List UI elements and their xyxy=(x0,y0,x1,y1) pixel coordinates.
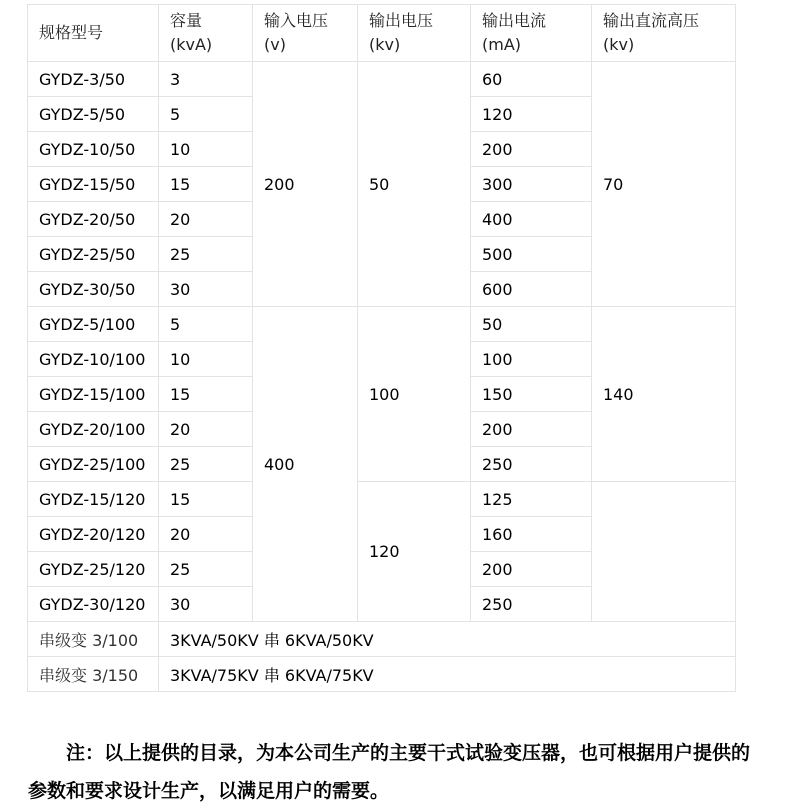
header-row xyxy=(28,5,736,62)
output-voltage-cell: 50 xyxy=(358,62,471,307)
header-output-voltage: 输出电压 (kv) xyxy=(358,5,471,62)
model-cell: GYDZ-30/50 xyxy=(28,272,159,307)
header-dc-high-voltage: 输出直流高压 (kv) xyxy=(592,5,736,62)
output-current-cell: 300 xyxy=(471,167,592,202)
capacity-cell: 10 xyxy=(159,342,253,377)
cascade-desc-cell: 3KVA/75KV 串 6KVA/75KV xyxy=(159,657,736,692)
capacity-cell: 30 xyxy=(159,587,253,622)
capacity-cell: 20 xyxy=(159,412,253,447)
model-cell: GYDZ-10/100 xyxy=(28,342,159,377)
header-input-voltage: 输入电压 (v) xyxy=(253,5,358,62)
output-current-cell: 250 xyxy=(471,447,592,482)
output-current-cell: 50 xyxy=(471,307,592,342)
footnote-text: 注：以上提供的目录，为本公司生产的主要干式试验变压器，也可根据用户提供的参数和要求设计生产，以满足用户的需要。 xyxy=(28,742,751,802)
cascade-model-cell: 串级变 3/100 xyxy=(28,622,159,657)
capacity-cell: 15 xyxy=(159,377,253,412)
model-cell: GYDZ-30/120 xyxy=(28,587,159,622)
table-row xyxy=(28,482,736,517)
capacity-cell: 25 xyxy=(159,447,253,482)
output-voltage-cell: 100 xyxy=(358,307,471,482)
cascade-row xyxy=(28,657,736,692)
model-cell: GYDZ-15/50 xyxy=(28,167,159,202)
model-cell: GYDZ-15/120 xyxy=(28,482,159,517)
output-current-cell: 200 xyxy=(471,552,592,587)
spec-table xyxy=(27,4,736,692)
capacity-cell: 20 xyxy=(159,517,253,552)
capacity-cell: 15 xyxy=(159,482,253,517)
capacity-cell: 5 xyxy=(159,97,253,132)
model-cell: GYDZ-3/50 xyxy=(28,62,159,97)
model-cell: GYDZ-20/120 xyxy=(28,517,159,552)
output-current-cell: 100 xyxy=(471,342,592,377)
model-cell: GYDZ-25/100 xyxy=(28,447,159,482)
output-current-cell: 200 xyxy=(471,132,592,167)
header-output-current: 输出电流 (mA) xyxy=(471,5,592,62)
capacity-cell: 20 xyxy=(159,202,253,237)
header-capacity: 容量 (kvA) xyxy=(159,5,253,62)
output-current-cell: 200 xyxy=(471,412,592,447)
cascade-desc-cell: 3KVA/50KV 串 6KVA/50KV xyxy=(159,622,736,657)
capacity-cell: 3 xyxy=(159,62,253,97)
output-current-cell: 250 xyxy=(471,587,592,622)
output-current-cell: 160 xyxy=(471,517,592,552)
model-cell: GYDZ-20/50 xyxy=(28,202,159,237)
table-row xyxy=(28,307,736,342)
capacity-cell: 15 xyxy=(159,167,253,202)
model-cell: GYDZ-5/100 xyxy=(28,307,159,342)
output-current-cell: 500 xyxy=(471,237,592,272)
capacity-cell: 25 xyxy=(159,237,253,272)
model-cell: GYDZ-5/50 xyxy=(28,97,159,132)
model-cell: GYDZ-15/100 xyxy=(28,377,159,412)
input-voltage-cell: 200 xyxy=(253,62,358,307)
dc-high-voltage-cell: 140 xyxy=(592,307,736,482)
header-model: 规格型号 xyxy=(28,5,159,62)
cascade-model-cell: 串级变 3/150 xyxy=(28,657,159,692)
output-current-cell: 150 xyxy=(471,377,592,412)
dc-high-voltage-cell xyxy=(592,482,736,622)
model-cell: GYDZ-25/120 xyxy=(28,552,159,587)
input-voltage-cell: 400 xyxy=(253,307,358,622)
output-voltage-cell: 120 xyxy=(358,482,471,622)
output-current-cell: 60 xyxy=(471,62,592,97)
capacity-cell: 30 xyxy=(159,272,253,307)
output-current-cell: 400 xyxy=(471,202,592,237)
output-current-cell: 120 xyxy=(471,97,592,132)
capacity-cell: 5 xyxy=(159,307,253,342)
dc-high-voltage-cell: 70 xyxy=(592,62,736,307)
output-current-cell: 600 xyxy=(471,272,592,307)
model-cell: GYDZ-25/50 xyxy=(28,237,159,272)
output-current-cell: 125 xyxy=(471,482,592,517)
cascade-row xyxy=(28,622,736,657)
model-cell: GYDZ-10/50 xyxy=(28,132,159,167)
capacity-cell: 25 xyxy=(159,552,253,587)
table-row xyxy=(28,62,736,97)
capacity-cell: 10 xyxy=(159,132,253,167)
model-cell: GYDZ-20/100 xyxy=(28,412,159,447)
